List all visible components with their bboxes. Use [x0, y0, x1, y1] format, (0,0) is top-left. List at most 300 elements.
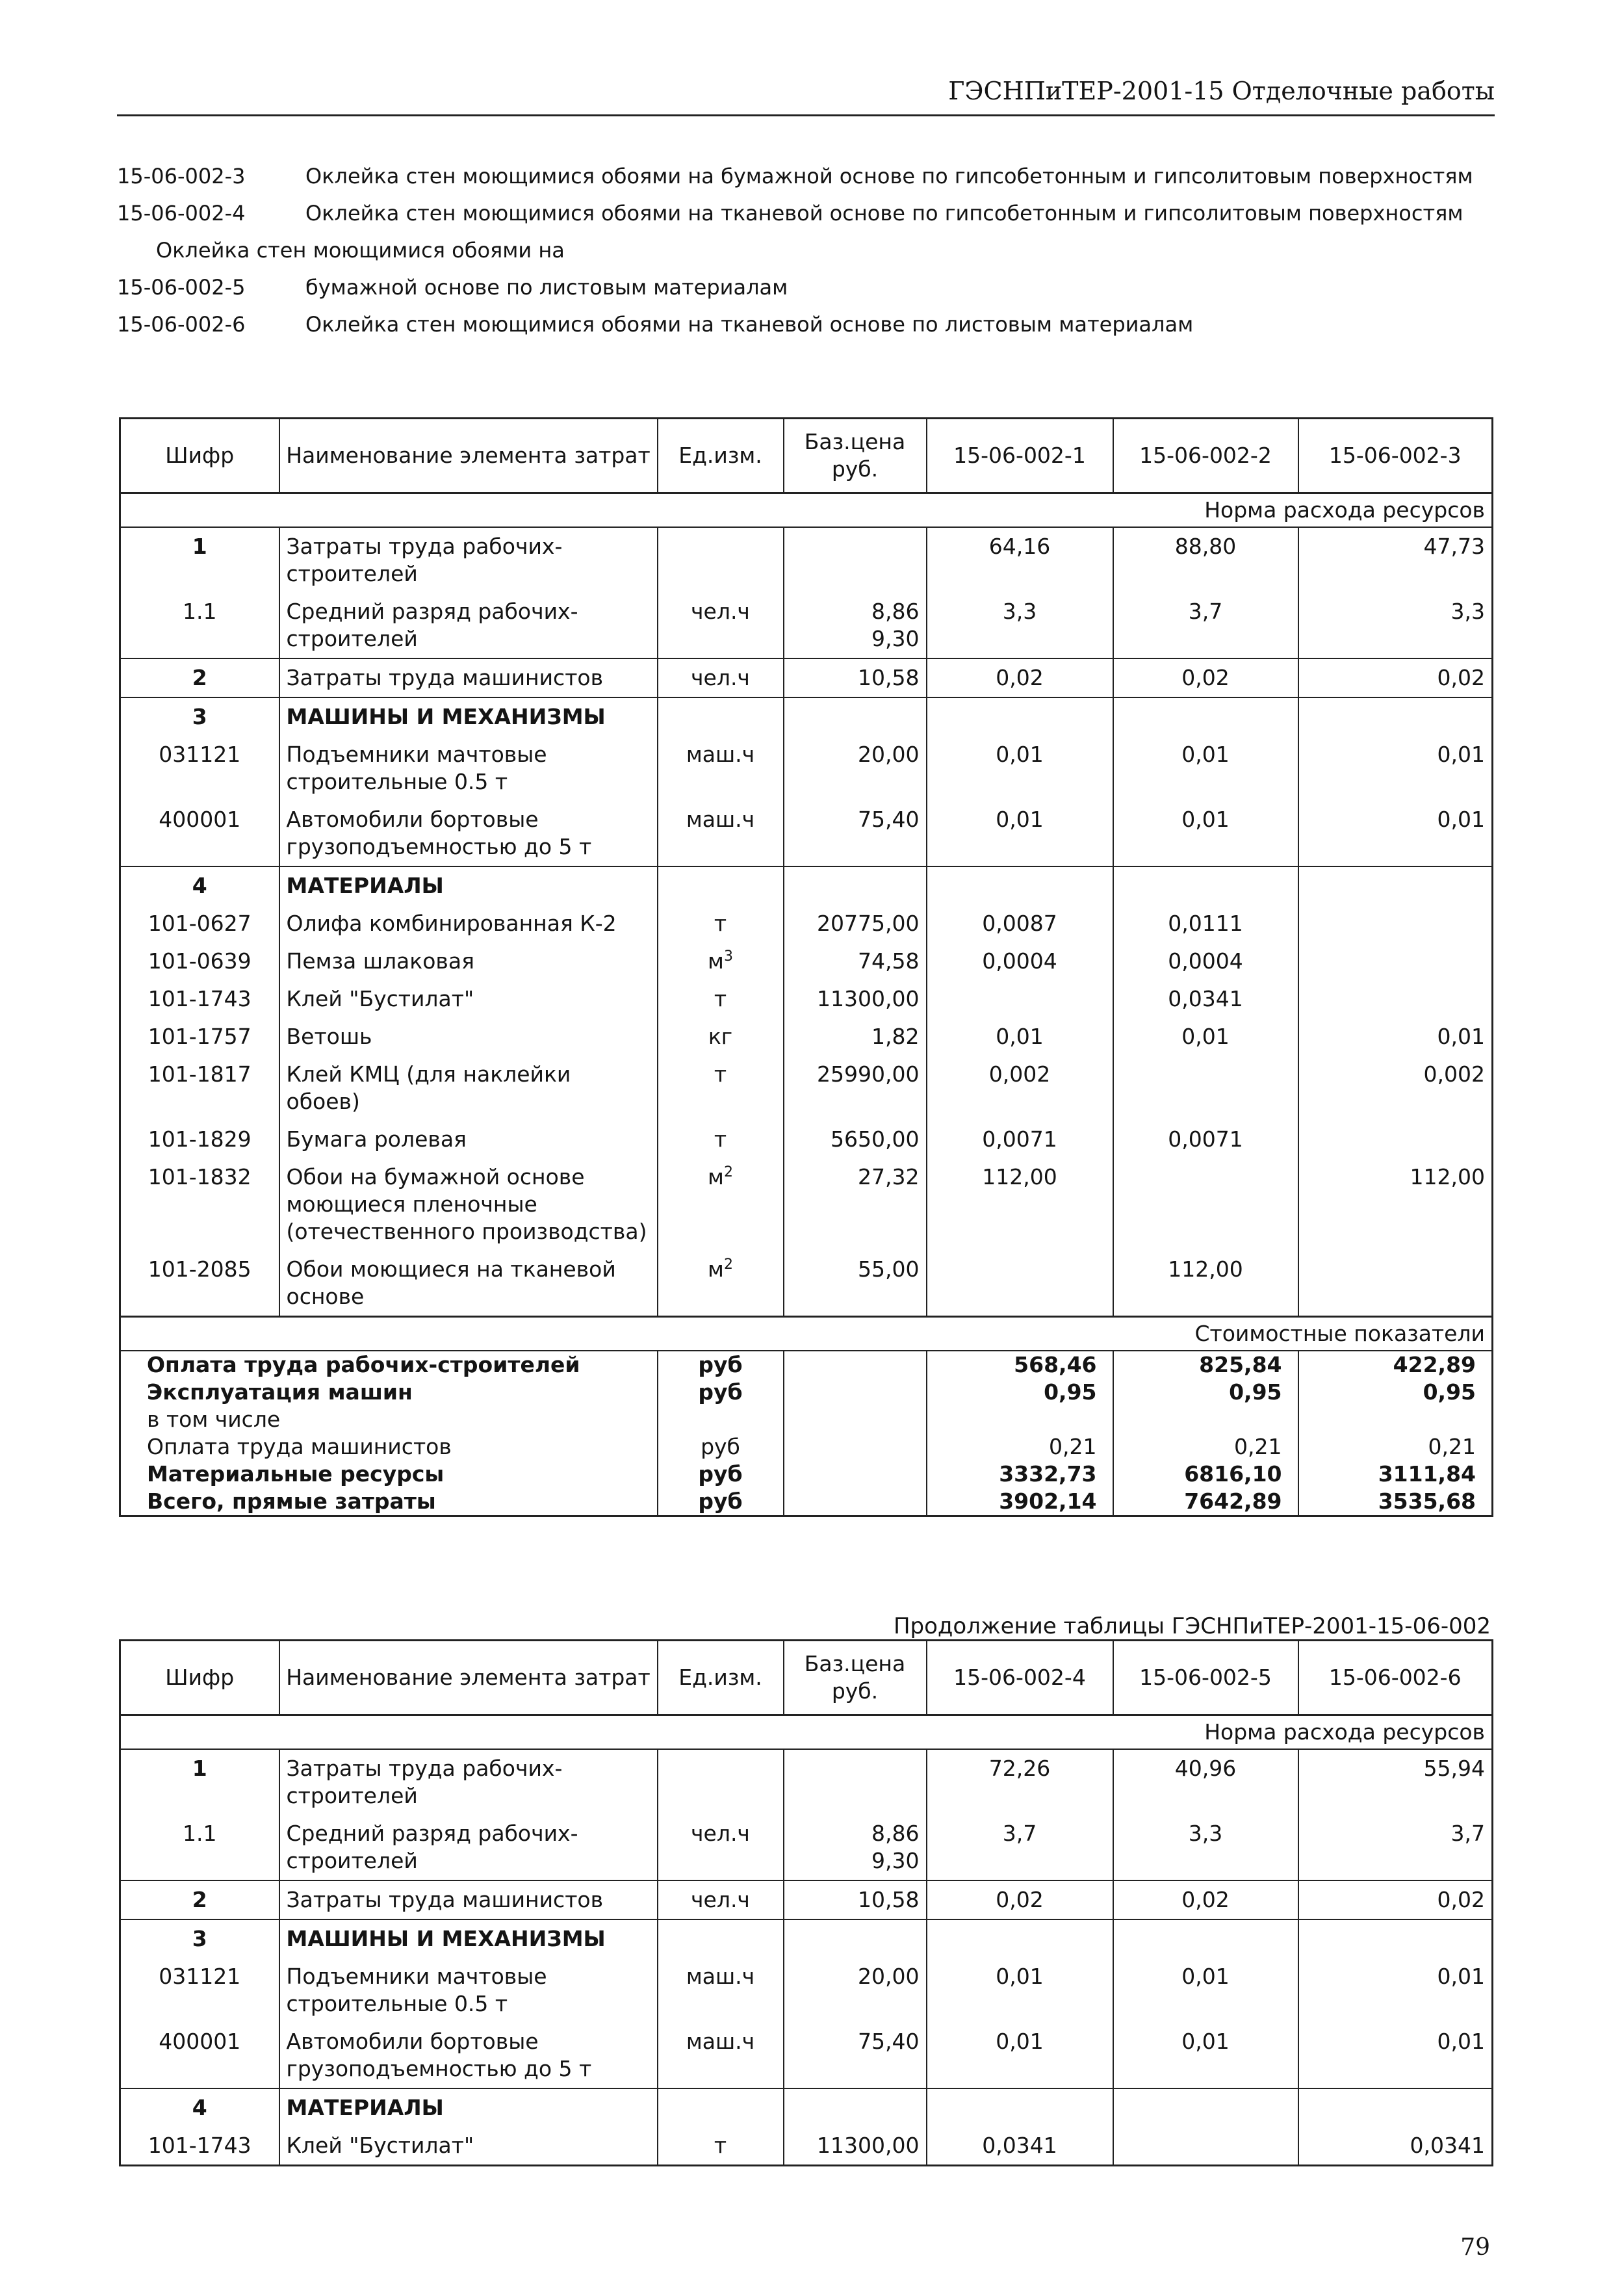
row-name: Обои на бумажной основе моющиеся пленочные (отечественного производства) — [279, 1158, 658, 1251]
norm-value: 0,0004 — [982, 948, 1057, 974]
cost-name: Оплата труда машинистов — [120, 1433, 658, 1461]
cost-value: 0,95 — [1298, 1379, 1493, 1406]
row-name: Бумага ролевая — [279, 1121, 658, 1158]
row-norm-value — [1113, 527, 1298, 593]
row-norm-value — [1113, 697, 1298, 736]
row-name: Автомобили бортовые грузоподъемностью до 5 т — [279, 801, 658, 866]
table-row — [120, 1251, 1493, 1317]
cost-unit: руб — [658, 1433, 784, 1461]
row-code: 2 — [120, 658, 279, 697]
norm-value: 112,00 — [1410, 1164, 1485, 1190]
table-row — [120, 697, 1493, 736]
intro-text: Оклейка стен моющимися обоями на — [156, 238, 565, 263]
row-name: Средний разряд рабочих-строителей — [279, 1815, 658, 1880]
norm-value: 0,0341 — [1410, 2133, 1485, 2158]
row-price — [784, 1958, 927, 2023]
cost-name: Материальные ресурсы — [120, 1461, 658, 1488]
intro-item — [117, 237, 1495, 265]
cost-row — [120, 1433, 1493, 1461]
norm-value: 0,01 — [1437, 742, 1485, 767]
cost-empty — [784, 1488, 927, 1516]
row-price — [784, 905, 927, 942]
row-unit-text: чел.ч — [691, 1887, 750, 1912]
table-row — [120, 2088, 1493, 2127]
running-header — [117, 73, 1495, 116]
row-name: Олифа комбинированная К-2 — [279, 905, 658, 942]
row-price — [784, 1158, 927, 1251]
table-row — [120, 527, 1493, 593]
row-norm-value — [1113, 2088, 1298, 2127]
row-norm-value — [927, 1056, 1113, 1121]
cost-row — [120, 1406, 1493, 1433]
col-header-code: Шифр — [120, 1641, 279, 1715]
intro-code: 15-06-002-5 — [117, 275, 246, 300]
table-row — [120, 1158, 1493, 1251]
norm-value: 0,02 — [996, 665, 1044, 690]
row-norm-value — [1298, 980, 1493, 1018]
row-norm-value — [927, 980, 1113, 1018]
row-code: 4 — [120, 866, 279, 905]
row-norm-value — [1298, 1880, 1493, 1919]
row-norm-value — [1298, 527, 1493, 593]
row-price — [784, 1251, 927, 1317]
row-code: 101-0627 — [120, 905, 279, 942]
norm-value: 0,01 — [1181, 1964, 1230, 1989]
row-unit-text: т — [714, 986, 727, 1011]
row-name: Ветошь — [279, 1018, 658, 1056]
row-code: 1 — [120, 1749, 279, 1815]
row-price-value: 1,82 — [871, 1024, 920, 1049]
row-code: 101-1743 — [120, 980, 279, 1018]
col-header-unit: Ед.изм. — [658, 1641, 784, 1715]
row-price-value: 11300,00 — [817, 986, 920, 1011]
cost-value: 7642,89 — [1113, 1488, 1298, 1516]
row-price-value: 74,58 — [858, 948, 920, 974]
row-code: 101-1757 — [120, 1018, 279, 1056]
norm-value-2: 3,7 — [1450, 1821, 1485, 1846]
row-norm-value — [927, 942, 1113, 980]
row-price — [784, 942, 927, 980]
cost-name: Эксплуатация машин — [120, 1379, 658, 1406]
row-norm-value — [1298, 593, 1493, 658]
cost-empty — [784, 1461, 927, 1488]
cost-unit: руб — [658, 1379, 784, 1406]
row-name: Автомобили бортовые грузоподъемностью до 5 т — [279, 2023, 658, 2088]
table-row — [120, 2023, 1493, 2088]
row-price — [784, 527, 927, 593]
row-norm-value — [1298, 658, 1493, 697]
norm-value: 0,02 — [1181, 665, 1230, 690]
intro-code: 15-06-002-4 — [117, 201, 246, 226]
row-unit-text: чел.ч — [691, 1821, 750, 1846]
row-norm-value — [927, 697, 1113, 736]
table-row — [120, 658, 1493, 697]
row-unit — [658, 905, 784, 942]
col-header-price: Баз.цена руб. — [784, 1641, 927, 1715]
row-price — [784, 1056, 927, 1121]
row-norm-value — [1298, 801, 1493, 866]
norm-value: 112,00 — [1168, 1256, 1243, 1282]
row-norm-value — [927, 1958, 1113, 2023]
table-row — [120, 1815, 1493, 1880]
row-unit-text: т — [714, 911, 727, 936]
cost-value: 3535,68 — [1298, 1488, 1493, 1516]
row-price — [784, 697, 927, 736]
row-unit-text: маш.ч — [686, 742, 755, 767]
norm-value: 40,96 — [1174, 1756, 1237, 1781]
row-price-value: 55,00 — [858, 1256, 920, 1282]
table-row — [120, 1749, 1493, 1815]
table-row — [120, 1018, 1493, 1056]
row-norm-value — [927, 593, 1113, 658]
norm-value: 3,3 — [1188, 1821, 1223, 1846]
row-norm-value — [1298, 2088, 1493, 2127]
norm-value: 112,00 — [982, 1164, 1057, 1190]
cost-empty — [784, 1379, 927, 1406]
row-price — [784, 2127, 927, 2166]
norm-value: 0,0087 — [982, 911, 1057, 936]
row-unit-text: маш.ч — [686, 1964, 755, 1989]
row-norm-value — [927, 905, 1113, 942]
row-unit-text: кг — [708, 1024, 733, 1049]
row-code: 101-1817 — [120, 1056, 279, 1121]
row-unit — [658, 697, 784, 736]
row-code: 101-0639 — [120, 942, 279, 980]
row-unit — [658, 593, 784, 658]
cost-value — [1113, 1406, 1298, 1433]
cost-empty — [784, 1433, 927, 1461]
row-unit-text: т — [714, 1061, 727, 1087]
row-code: 1 — [120, 527, 279, 593]
norm-value: 0,02 — [1437, 1887, 1485, 1912]
row-price — [784, 593, 927, 658]
row-norm-value — [1113, 905, 1298, 942]
cost-value: 568,46 — [927, 1351, 1113, 1379]
cost-value: 0,21 — [1298, 1433, 1493, 1461]
row-norm-value — [1113, 801, 1298, 866]
table-row — [120, 866, 1493, 905]
table-row — [120, 942, 1493, 980]
row-price-value: 20,00 — [858, 742, 920, 767]
intro-code: 15-06-002-6 — [117, 312, 246, 337]
row-norm-value — [927, 658, 1113, 697]
norm-value: 72,26 — [988, 1756, 1051, 1781]
row-unit — [658, 658, 784, 697]
row-name: Средний разряд рабочих-строителей — [279, 593, 658, 658]
row-norm-value — [1298, 736, 1493, 801]
row-price — [784, 1880, 927, 1919]
row-unit — [658, 1056, 784, 1121]
row-unit — [658, 1880, 784, 1919]
row-price — [784, 1749, 927, 1815]
row-code: 3 — [120, 1919, 279, 1958]
cost-section-row — [120, 1317, 1493, 1351]
norm-value: 0,0341 — [1168, 986, 1243, 1011]
table-row — [120, 801, 1493, 866]
row-norm-value — [1298, 1158, 1493, 1251]
norm-value: 0,01 — [1437, 2029, 1485, 2054]
norm-value: 3,3 — [1002, 599, 1037, 624]
row-code: 101-2085 — [120, 1251, 279, 1317]
table-row — [120, 1056, 1493, 1121]
row-norm-value — [1298, 1018, 1493, 1056]
intro-code: 15-06-002-3 — [117, 164, 246, 188]
row-unit — [658, 736, 784, 801]
norm-value: 0,002 — [1423, 1061, 1485, 1087]
cost-value: 0,95 — [1113, 1379, 1298, 1406]
row-norm-value — [927, 736, 1113, 801]
row-code: 1.1 — [120, 593, 279, 658]
row-name: Затраты труда машинистов — [279, 1880, 658, 1919]
intro-text: бумажной основе по листовым материалам — [305, 275, 788, 300]
row-price-value: 25990,00 — [817, 1061, 920, 1087]
row-unit — [658, 1815, 784, 1880]
row-code: 2 — [120, 1880, 279, 1919]
norm-value: 0,02 — [1181, 1887, 1230, 1912]
row-name: Подъемники мачтовые строительные 0.5 т — [279, 1958, 658, 2023]
row-unit-text: м — [708, 1164, 724, 1190]
cost-row — [120, 1379, 1493, 1406]
row-price — [784, 2023, 927, 2088]
row-norm-value — [927, 2088, 1113, 2127]
row-unit — [658, 2023, 784, 2088]
row-norm-value — [927, 1018, 1113, 1056]
norm-value: 0,01 — [1181, 742, 1230, 767]
page-number: 79 — [1460, 2234, 1490, 2261]
norm-value: 0,0071 — [982, 1126, 1057, 1152]
row-name: Клей "Бустилат" — [279, 980, 658, 1018]
row-price-value: 75,40 — [858, 807, 920, 832]
row-unit — [658, 980, 784, 1018]
col-header-norm: 15-06-002-5 — [1113, 1641, 1298, 1715]
norm-section-row — [120, 493, 1493, 528]
running-header-title: ГЭСНПиТЕР-2001-15 Отделочные работы — [948, 77, 1495, 105]
row-code: 101-1832 — [120, 1158, 279, 1251]
cost-unit: руб — [658, 1351, 784, 1379]
cost-value: 825,84 — [1113, 1351, 1298, 1379]
row-norm-value — [1113, 1815, 1298, 1880]
norm-value: 0,0071 — [1168, 1126, 1243, 1152]
intro-text: Оклейка стен моющимися обоями на тканевой основе по гипсобетонным и гипсолитовым поверхностям — [305, 201, 1463, 226]
row-name: МАШИНЫ И МЕХАНИЗМЫ — [279, 1919, 658, 1958]
norm-value: 0,01 — [1181, 1024, 1230, 1049]
cost-name: Всего, прямые затраты — [120, 1488, 658, 1516]
row-price — [784, 1815, 927, 1880]
table-row — [120, 905, 1493, 942]
row-price — [784, 658, 927, 697]
col-header-code: Шифр — [120, 419, 279, 493]
row-norm-value — [1113, 1958, 1298, 2023]
row-unit-exponent: 3 — [723, 948, 733, 965]
row-norm-value — [1298, 1919, 1493, 1958]
row-unit-text: м — [708, 948, 724, 974]
row-norm-value — [1298, 1121, 1493, 1158]
intro-text: Оклейка стен моющимися обоями на тканевой основе по листовым материалам — [305, 312, 1194, 337]
row-norm-value — [1113, 1919, 1298, 1958]
table-row — [120, 1919, 1493, 1958]
row-price-value-2: 9,30 — [871, 1848, 920, 1873]
row-unit-text: маш.ч — [686, 2029, 755, 2054]
cost-name: Оплата труда рабочих-строителей — [120, 1351, 658, 1379]
intro-item — [117, 200, 1495, 228]
row-norm-value — [1298, 2023, 1493, 2088]
norm-value: 0,01 — [996, 2029, 1044, 2054]
row-unit — [658, 866, 784, 905]
row-name: МАТЕРИАЛЫ — [279, 866, 658, 905]
row-unit — [658, 1749, 784, 1815]
row-unit-exponent: 2 — [723, 1164, 733, 1180]
row-norm-value — [1298, 2127, 1493, 2166]
col-header-name: Наименование элемента затрат — [279, 1641, 658, 1715]
row-unit-text: т — [714, 1126, 727, 1152]
row-norm-value — [927, 1880, 1113, 1919]
intro-item — [117, 162, 1495, 190]
row-code: 3 — [120, 697, 279, 736]
row-code: 400001 — [120, 2023, 279, 2088]
table-row — [120, 593, 1493, 658]
row-norm-value — [1113, 1880, 1298, 1919]
norm-value: 0,01 — [1437, 1024, 1485, 1049]
row-price-value: 20,00 — [858, 1964, 920, 1989]
col-header-price: Баз.цена руб. — [784, 419, 927, 493]
cost-row — [120, 1351, 1493, 1379]
row-norm-value — [1113, 1121, 1298, 1158]
row-norm-value — [927, 2127, 1113, 2166]
cost-name: в том числе — [120, 1406, 658, 1433]
intro-item — [117, 274, 1495, 302]
norm-value: 0,01 — [1437, 1964, 1485, 1989]
norm-value: 0,01 — [1181, 807, 1230, 832]
norm-value: 47,73 — [1423, 534, 1485, 559]
norm-value: 88,80 — [1174, 534, 1237, 559]
continuation-caption: Продолжение таблицы ГЭСНПиТЕР-2001-15-06-002 — [893, 1613, 1491, 1639]
row-price-value: 27,32 — [858, 1164, 920, 1190]
row-price — [784, 2088, 927, 2127]
row-norm-value — [1113, 1749, 1298, 1815]
cost-value — [927, 1406, 1113, 1433]
row-name: Клей "Бустилат" — [279, 2127, 658, 2166]
row-unit — [658, 942, 784, 980]
cost-value: 3332,73 — [927, 1461, 1113, 1488]
row-norm-value — [1113, 942, 1298, 980]
row-norm-value — [1113, 1158, 1298, 1251]
norm-value: 0,002 — [988, 1061, 1051, 1087]
row-name: Пемза шлаковая — [279, 942, 658, 980]
resource-table-1 — [119, 417, 1493, 1517]
row-norm-value — [1298, 1251, 1493, 1317]
resource-table-2 — [119, 1639, 1493, 2166]
row-name: Затраты труда рабочих-строителей — [279, 527, 658, 593]
norm-value: 3,3 — [1450, 599, 1485, 624]
row-norm-value — [927, 1749, 1113, 1815]
row-unit-text: т — [714, 2133, 727, 2158]
row-unit-text: чел.ч — [691, 665, 750, 690]
row-norm-value — [1113, 1018, 1298, 1056]
col-header-norm: 15-06-002-4 — [927, 1641, 1113, 1715]
col-header-norm: 15-06-002-1 — [927, 419, 1113, 493]
row-price — [784, 1018, 927, 1056]
norm-value: 0,01 — [1437, 807, 1485, 832]
row-norm-value — [1298, 1958, 1493, 2023]
norm-value-2: 3,7 — [1188, 599, 1223, 624]
row-norm-value — [1113, 2127, 1298, 2166]
row-norm-value — [1298, 866, 1493, 905]
row-norm-value — [1298, 942, 1493, 980]
row-unit — [658, 1919, 784, 1958]
row-norm-value — [927, 1251, 1113, 1317]
row-unit — [658, 1018, 784, 1056]
row-name: Клей КМЦ (для наклейки обоев) — [279, 1056, 658, 1121]
row-norm-value — [927, 866, 1113, 905]
row-unit — [658, 527, 784, 593]
row-norm-value — [1113, 1056, 1298, 1121]
cost-empty — [784, 1351, 927, 1379]
norm-value: 0,01 — [1181, 2029, 1230, 2054]
norm-value-2: 3,7 — [1002, 1821, 1037, 1846]
row-price — [784, 1919, 927, 1958]
cost-value: 3902,14 — [927, 1488, 1113, 1516]
row-code: 101-1743 — [120, 2127, 279, 2166]
row-norm-value — [1113, 593, 1298, 658]
cost-row — [120, 1488, 1493, 1516]
cost-row — [120, 1461, 1493, 1488]
row-norm-value — [1113, 866, 1298, 905]
row-name: Затраты труда машинистов — [279, 658, 658, 697]
cost-unit — [658, 1406, 784, 1433]
norm-value: 64,16 — [988, 534, 1051, 559]
row-price — [784, 1121, 927, 1158]
row-norm-value — [927, 1121, 1113, 1158]
cost-value: 0,21 — [1113, 1433, 1298, 1461]
norm-value: 0,01 — [996, 1024, 1044, 1049]
row-name: МАШИНЫ И МЕХАНИЗМЫ — [279, 697, 658, 736]
row-price — [784, 801, 927, 866]
row-unit-text: маш.ч — [686, 807, 755, 832]
norm-section-label: Норма расхода ресурсов — [120, 493, 1493, 528]
row-norm-value — [1113, 1251, 1298, 1317]
cost-value: 6816,10 — [1113, 1461, 1298, 1488]
row-price-value: 10,58 — [858, 665, 920, 690]
row-price — [784, 980, 927, 1018]
intro-item — [117, 311, 1495, 339]
cost-value: 422,89 — [1298, 1351, 1493, 1379]
norm-value: 0,01 — [996, 807, 1044, 832]
norm-value: 0,02 — [1437, 665, 1485, 690]
row-price-value: 8,86 — [871, 1821, 920, 1846]
cost-value — [1298, 1406, 1493, 1433]
cost-section-label: Стоимостные показатели — [120, 1317, 1493, 1351]
row-code: 4 — [120, 2088, 279, 2127]
table-row — [120, 736, 1493, 801]
row-price-value: 11300,00 — [817, 2133, 920, 2158]
row-norm-value — [1298, 1749, 1493, 1815]
col-header-name: Наименование элемента затрат — [279, 419, 658, 493]
row-unit — [658, 801, 784, 866]
row-norm-value — [927, 1158, 1113, 1251]
row-unit — [658, 2088, 784, 2127]
cost-unit: руб — [658, 1461, 784, 1488]
col-header-norm: 15-06-002-6 — [1298, 1641, 1493, 1715]
row-price-value: 5650,00 — [831, 1126, 920, 1152]
row-code: 031121 — [120, 1958, 279, 2023]
table-header-row — [120, 419, 1493, 493]
row-norm-value — [927, 801, 1113, 866]
row-price-value: 10,58 — [858, 1887, 920, 1912]
row-price-value: 20775,00 — [817, 911, 920, 936]
row-unit-text: м — [708, 1256, 724, 1282]
row-norm-value — [927, 1919, 1113, 1958]
row-code: 101-1829 — [120, 1121, 279, 1158]
